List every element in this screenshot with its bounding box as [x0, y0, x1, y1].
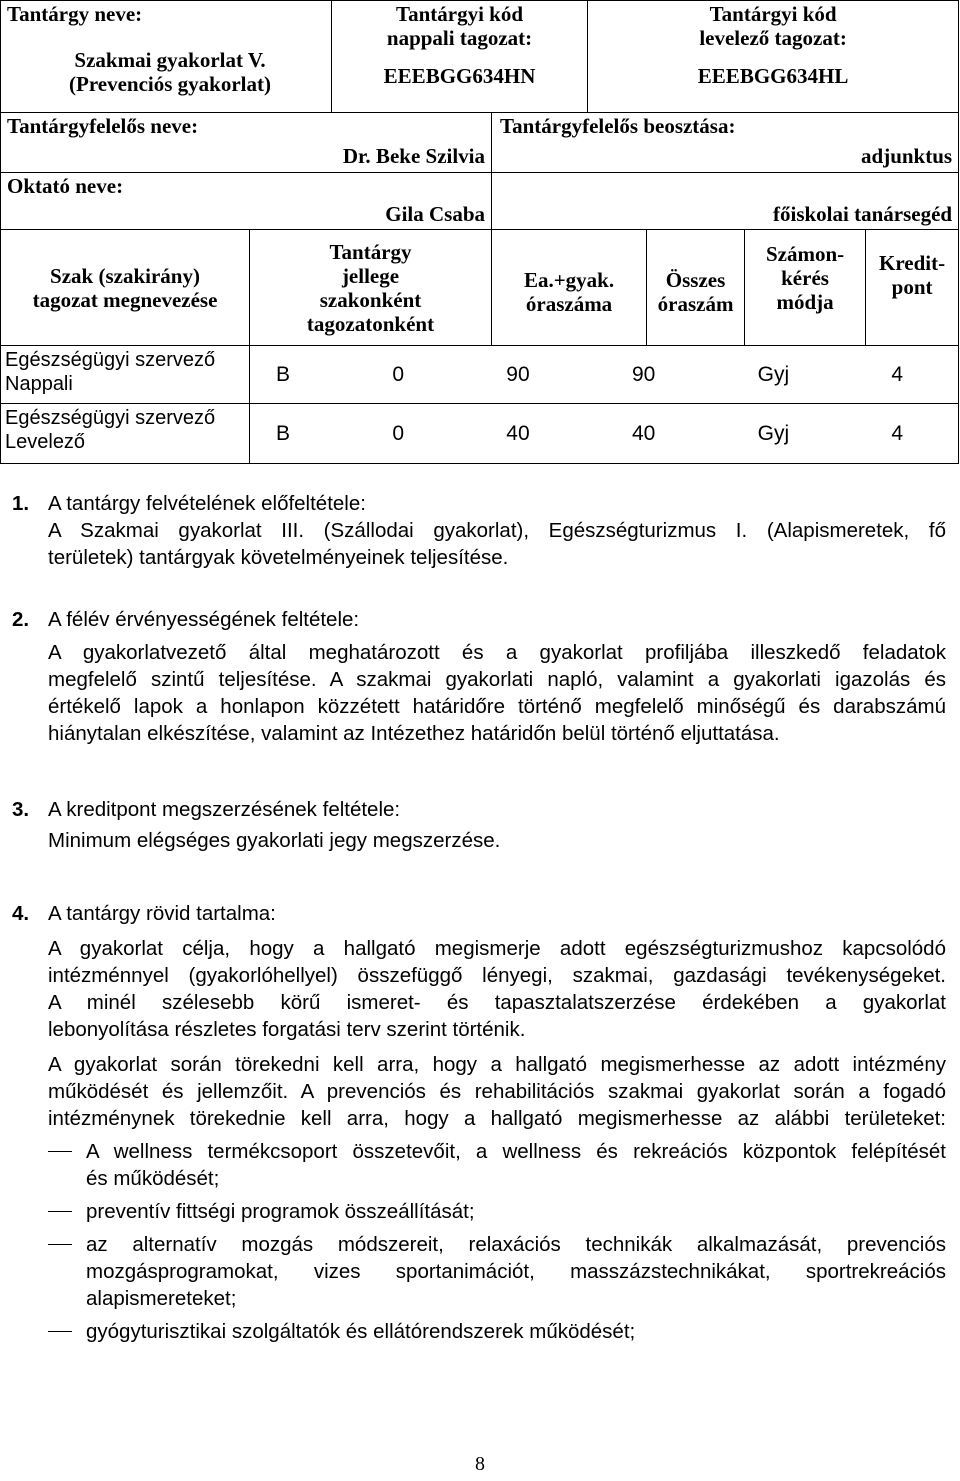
bullet-item: [48, 1231, 946, 1312]
col-total-header: [647, 230, 745, 346]
code-corr-label-1: Tantárgyi kód: [709, 2, 837, 26]
section-2-title: A félév érvényességének feltétele:: [48, 608, 360, 631]
section-3-title: A kreditpont megszerzésének feltétele:: [48, 798, 401, 821]
responsible-position-label: Tantárgyfelelős beosztása:: [500, 114, 736, 138]
section-4-p1-line-1: A gyakorlat célja, hogy a hallgató megismerje adott egészségturizmushoz kapcsolódó: [48, 937, 946, 960]
section-2-number: 2.: [12, 608, 30, 631]
section-credit: [12, 796, 946, 854]
responsible-position-cell: [492, 113, 959, 173]
code-day-label-1: Tantárgyi kód: [396, 2, 524, 26]
code-corr: EEEBGG634HL: [697, 64, 849, 88]
teacher-position-cell: [492, 173, 959, 230]
col-exam-1: Számon-: [765, 242, 845, 266]
course-header-table: [0, 0, 959, 464]
bullet-item: [48, 1198, 946, 1225]
bullet-3-line-2: mozgásprogramokat, vizes sportanimációt, masszázstechnikákat, sportrekreációs: [86, 1260, 946, 1283]
code-corr-label-2: levelező tagozat:: [699, 26, 847, 50]
row-day-exam: Gyj: [757, 362, 790, 386]
col-exam-2: kérés: [781, 266, 829, 290]
col-total-1: Összes: [665, 268, 726, 292]
responsible-position: adjunktus: [861, 144, 953, 168]
section-1-line-1: A Szakmai gyakorlat III. (Szállodai gyakorlat), Egészségturizmus I. (Alapismeretek, fő: [48, 519, 946, 542]
dash-bullet-icon: [48, 1331, 72, 1332]
teacher-label: Oktató neve:: [7, 174, 124, 198]
row-day-mode: Nappali: [5, 373, 73, 395]
row-corr-lecture: 0: [392, 421, 404, 445]
code-day: EEEBGG634HN: [383, 64, 536, 88]
col-hours-header: [492, 230, 647, 346]
row-corr-mode: Levelező: [5, 431, 86, 453]
row-day-lecture: 0: [392, 362, 404, 386]
col-exam-3: módja: [776, 290, 834, 314]
subject-label: Tantárgy neve:: [7, 2, 143, 26]
section-4-p1-line-3: A minél szélesebb körű ismeret- és tapasztalatszerzése érdekében a gyakorlat: [48, 991, 946, 1014]
row-corr-major: [1, 404, 250, 464]
col-credit-1: Kredit-: [879, 251, 946, 275]
col-type-header: [250, 230, 492, 346]
dash-bullet-icon: [48, 1244, 72, 1245]
bullet-item: [48, 1318, 946, 1345]
section-4-p1-line-4: lebonyolítása részletes forgatási terv szerint történik.: [48, 1018, 526, 1041]
bullet-1-line-2: és működését;: [86, 1167, 220, 1190]
section-2-line-4: hiánytalan elkészítése, valamint az Intézethez határidőn belül történő eljuttatása.: [48, 722, 780, 745]
col-type-1: Tantárgy: [329, 239, 412, 264]
section-2-line-1: A gyakorlatvezető által meghatározott és a gyakorlat profiljába illeszkedő feladatok: [48, 641, 946, 664]
section-2-line-3: értékelő lapok a honlapon közzétett határidőre történő megfelelő minőségű és darabszámú: [48, 695, 946, 718]
col-major-2: tagozat megnevezése: [32, 287, 218, 312]
dash-bullet-icon: [48, 1211, 72, 1212]
row-corr-credit: 4: [891, 421, 904, 445]
section-4-p2-line-1: A gyakorlat során törekedni kell arra, hogy a hallgató megismerhesse az adott intézmény: [48, 1053, 946, 1076]
section-2-line-2: megfelelő szintű teljesítése. A szakmai gyakorlati napló, valamint a gyakorlati igazolás és: [48, 668, 946, 691]
row-day-total: 90: [631, 362, 656, 386]
row-corr-hours: 40: [506, 421, 530, 445]
teacher-name: Gila Csaba: [385, 202, 486, 226]
row-day-credit: 4: [891, 362, 904, 386]
subject-name-2: (Prevenciós gyakorlat): [69, 72, 271, 96]
row-corr-type: B: [276, 421, 291, 445]
section-prerequisite: [12, 490, 946, 571]
teacher-cell: [1, 173, 492, 230]
section-4-p2-line-3: intézménynek törekednie kell arra, hogy a hallgató megismerhesse az alábbi területeket:: [48, 1107, 946, 1130]
bullet-3-line-1: az alternatív mozgás módszereit, relaxációs technikák alkalmazását, prevenciós: [86, 1233, 946, 1256]
col-credit-header: [866, 230, 959, 346]
page-number: 8: [475, 1453, 485, 1475]
subject-name-1: Szakmai gyakorlat V.: [74, 48, 266, 72]
dash-bullet-icon: [48, 1151, 72, 1152]
section-4-p1-line-2: intézménnyel (gyakorlóhellyel) összefüggő lényegi, szakmai, gazdasági tevékenységeket.: [48, 964, 946, 987]
code-corr-cell: [588, 1, 959, 113]
col-hours-2: óraszáma: [525, 292, 613, 316]
section-3-line-1: Minimum elégséges gyakorlati jegy megszerzése.: [48, 829, 501, 852]
col-type-3: szakonként: [319, 287, 422, 312]
bullet-1-line-1: A wellness termékcsoport összetevőit, a wellness és rekreációs központok felépítését: [86, 1140, 946, 1163]
section-4-title: A tantárgy rövid tartalma:: [48, 902, 276, 925]
section-1-title: A tantárgy felvételének előfeltétele:: [48, 492, 366, 515]
col-type-4: tagozatonként: [306, 311, 435, 336]
col-hours-1: Ea.+gyak.: [523, 268, 615, 292]
row-day-major-name: Egészségügyi szervező: [5, 349, 216, 371]
subject-name-cell: [1, 1, 332, 113]
teacher-position: főiskolai tanársegéd: [773, 202, 953, 226]
col-major-header: [1, 230, 250, 346]
section-validity: [12, 606, 946, 747]
section-1-line-2: területek) tantárgyak követelményeinek teljesítése.: [48, 546, 509, 569]
bullet-4-line-1: gyógyturisztikai szolgáltatók és ellátórendszerek működését;: [86, 1320, 636, 1343]
row-corr-values: [250, 404, 959, 464]
row-day-major: [1, 346, 250, 404]
row-corr-major-name: Egészségügyi szervező: [5, 407, 216, 429]
bullet-3-line-3: alapismereteket;: [86, 1287, 237, 1310]
responsible-cell: [1, 113, 492, 173]
responsible-label: Tantárgyfelelős neve:: [7, 114, 199, 138]
responsible-name: Dr. Beke Szilvia: [342, 144, 486, 168]
bullet-2-line-1: preventív fittségi programok összeállítását;: [86, 1200, 475, 1223]
section-1-number: 1.: [12, 492, 30, 515]
bullet-item: [48, 1138, 946, 1192]
col-major-1: Szak (szakirány): [50, 263, 200, 288]
row-day-type: B: [276, 362, 291, 386]
col-total-2: óraszám: [657, 292, 734, 316]
code-day-cell: [332, 1, 588, 113]
col-credit-2: pont: [891, 275, 933, 299]
section-content: [12, 900, 946, 1345]
row-corr-total: 40: [631, 421, 656, 445]
row-day-hours: 90: [506, 362, 530, 386]
col-exam-header: [745, 230, 866, 346]
row-corr-exam: Gyj: [757, 421, 790, 445]
section-4-number: 4.: [12, 902, 30, 925]
row-day-values: [250, 346, 959, 404]
section-3-number: 3.: [12, 798, 30, 821]
section-4-p2-line-2: működését és jellemzőit. A prevenciós és rehabilitációs szakmai gyakorlat során a fogadó: [48, 1080, 946, 1103]
code-day-label-2: nappali tagozat:: [386, 26, 533, 50]
col-type-2: jellege: [341, 263, 400, 288]
